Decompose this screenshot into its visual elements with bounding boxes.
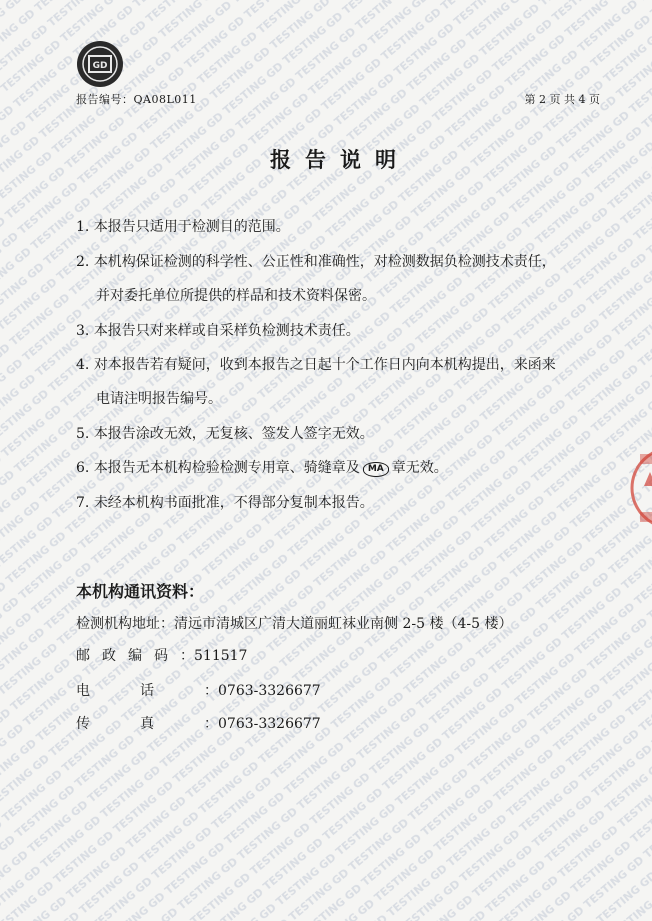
note-6: 6. 本报告无本机构检验检测专用章、骑缝章及 MA 章无效。 [76, 460, 448, 476]
report-number-value: QA08L011 [133, 93, 197, 106]
address-value: 清远市清城区广清大道丽虹袜业南侧 2-5 楼（4-5 楼） [174, 616, 513, 632]
report-number-label: 报告编号： [76, 93, 134, 106]
note-2-continuation: 并对委托单位所提供的样品和技术资料保密。 [96, 288, 376, 304]
contact-phone: 电话：0763-3326677 [76, 683, 321, 699]
address-label: 检测机构地址： [76, 616, 174, 632]
note-2: 2. 本机构保证检测的科学性、公正性和准确性，对检测数据负检测技术责任， [76, 254, 556, 270]
contact-postal: 邮政编码：511517 [76, 648, 248, 664]
svg-text:GD: GD [92, 61, 108, 71]
phone-value: 0763-3326677 [218, 683, 321, 699]
postal-value: 511517 [194, 648, 248, 664]
page-title: 报告说明 [270, 147, 410, 172]
note-1: 1. 本报告只适用于检测目的范围。 [76, 219, 290, 235]
report-number [76, 91, 197, 107]
note-4-continuation: 电请注明报告编号。 [96, 391, 222, 407]
postal-label: 邮政编码 [76, 648, 180, 664]
note-3: 3. 本报告只对来样或自采样负检测技术责任。 [76, 323, 360, 339]
gd-testing-logo-icon [76, 40, 124, 88]
note-4: 4. 对本报告若有疑问，收到本报告之日起十个工作日内向本机构提出，来函来 [76, 357, 556, 373]
note-7: 7. 未经本机构书面批准，不得部分复制本报告。 [76, 495, 374, 511]
contact-heading: 本机构通讯资料： [76, 582, 205, 601]
contact-fax: 传真：0763-3326677 [76, 716, 321, 732]
phone-label: 电话 [76, 683, 204, 699]
page-indicator: 第 2 页 共 4 页 [524, 93, 600, 106]
cma-mark-icon: MA [363, 462, 389, 477]
contact-address [76, 614, 512, 634]
note-5: 5. 本报告涂改无效，无复核、签发人签字无效。 [76, 426, 374, 442]
fax-label: 传真 [76, 716, 204, 732]
red-seal-stamp-icon [630, 428, 652, 578]
fax-value: 0763-3326677 [218, 716, 321, 732]
